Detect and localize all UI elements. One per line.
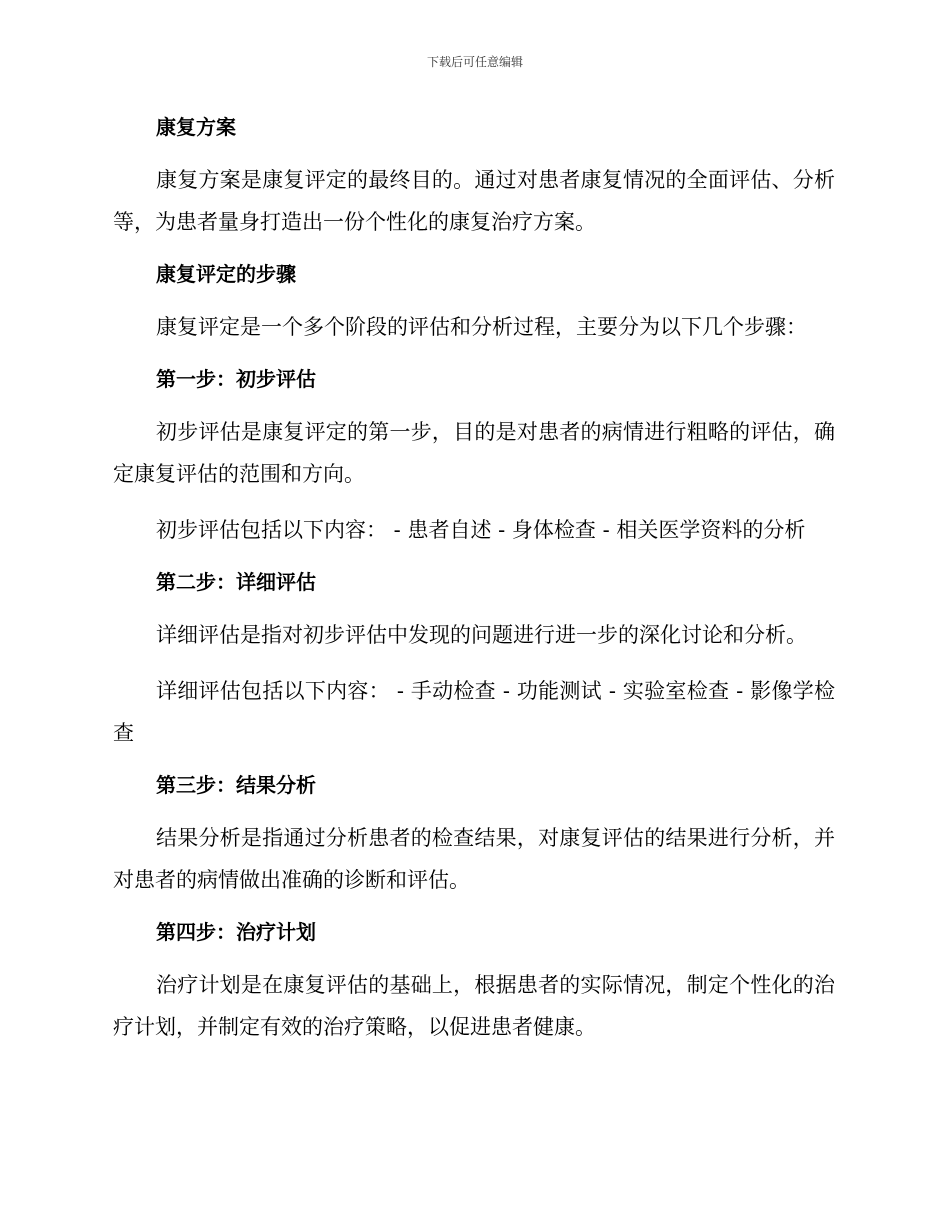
paragraph-step-4-description: 治疗计划是在康复评估的基础上，根据患者的实际情况，制定个性化的治疗计划，并制定有效的治疗策略，以促进患者健康。 — [113, 973, 835, 1039]
step-heading-4: 第四步：治疗计划 — [156, 920, 316, 944]
paragraph-step-3-description: 结果分析是指通过分析患者的检查结果，对康复评估的结果进行分析，并对患者的病情做出准确的诊断和评估。 — [113, 826, 835, 892]
document-body — [113, 110, 835, 1062]
paragraph-assessment-intro: 康复评定是一个多个阶段的评估和分析过程，主要分为以下几个步骤： — [156, 315, 807, 339]
paragraph-rehab-plan: 康复方案是康复评定的最终目的。通过对患者康复情况的全面评估、分析等，为患者量身打造出一份个性化的康复治疗方案。 — [113, 168, 835, 234]
section-heading-rehab-plan: 康复方案 — [156, 115, 236, 139]
step-heading-1: 第一步：初步评估 — [156, 367, 316, 391]
step-heading-2: 第二步：详细评估 — [156, 570, 316, 594]
step-heading-3: 第三步：结果分析 — [156, 773, 316, 797]
page-header-note: 下载后可任意编辑 — [426, 55, 523, 69]
paragraph-step-2-description: 详细评估是指对初步评估中发现的问题进行进一步的深化讨论和分析。 — [156, 623, 807, 647]
paragraph-step-2-contents: 详细评估包括以下内容： - 手动检查 - 功能测试 - 实验室检查 - 影像学检查 — [113, 679, 835, 745]
paragraph-step-1-contents: 初步评估包括以下内容： - 患者自述 - 身体检查 - 相关医学资料的分析 — [156, 518, 806, 542]
paragraph-step-1-description: 初步评估是康复评定的第一步，目的是对患者的病情进行粗略的评估，确定康复评估的范围和方向。 — [113, 420, 835, 486]
section-heading-assessment-steps: 康复评定的步骤 — [156, 262, 296, 286]
